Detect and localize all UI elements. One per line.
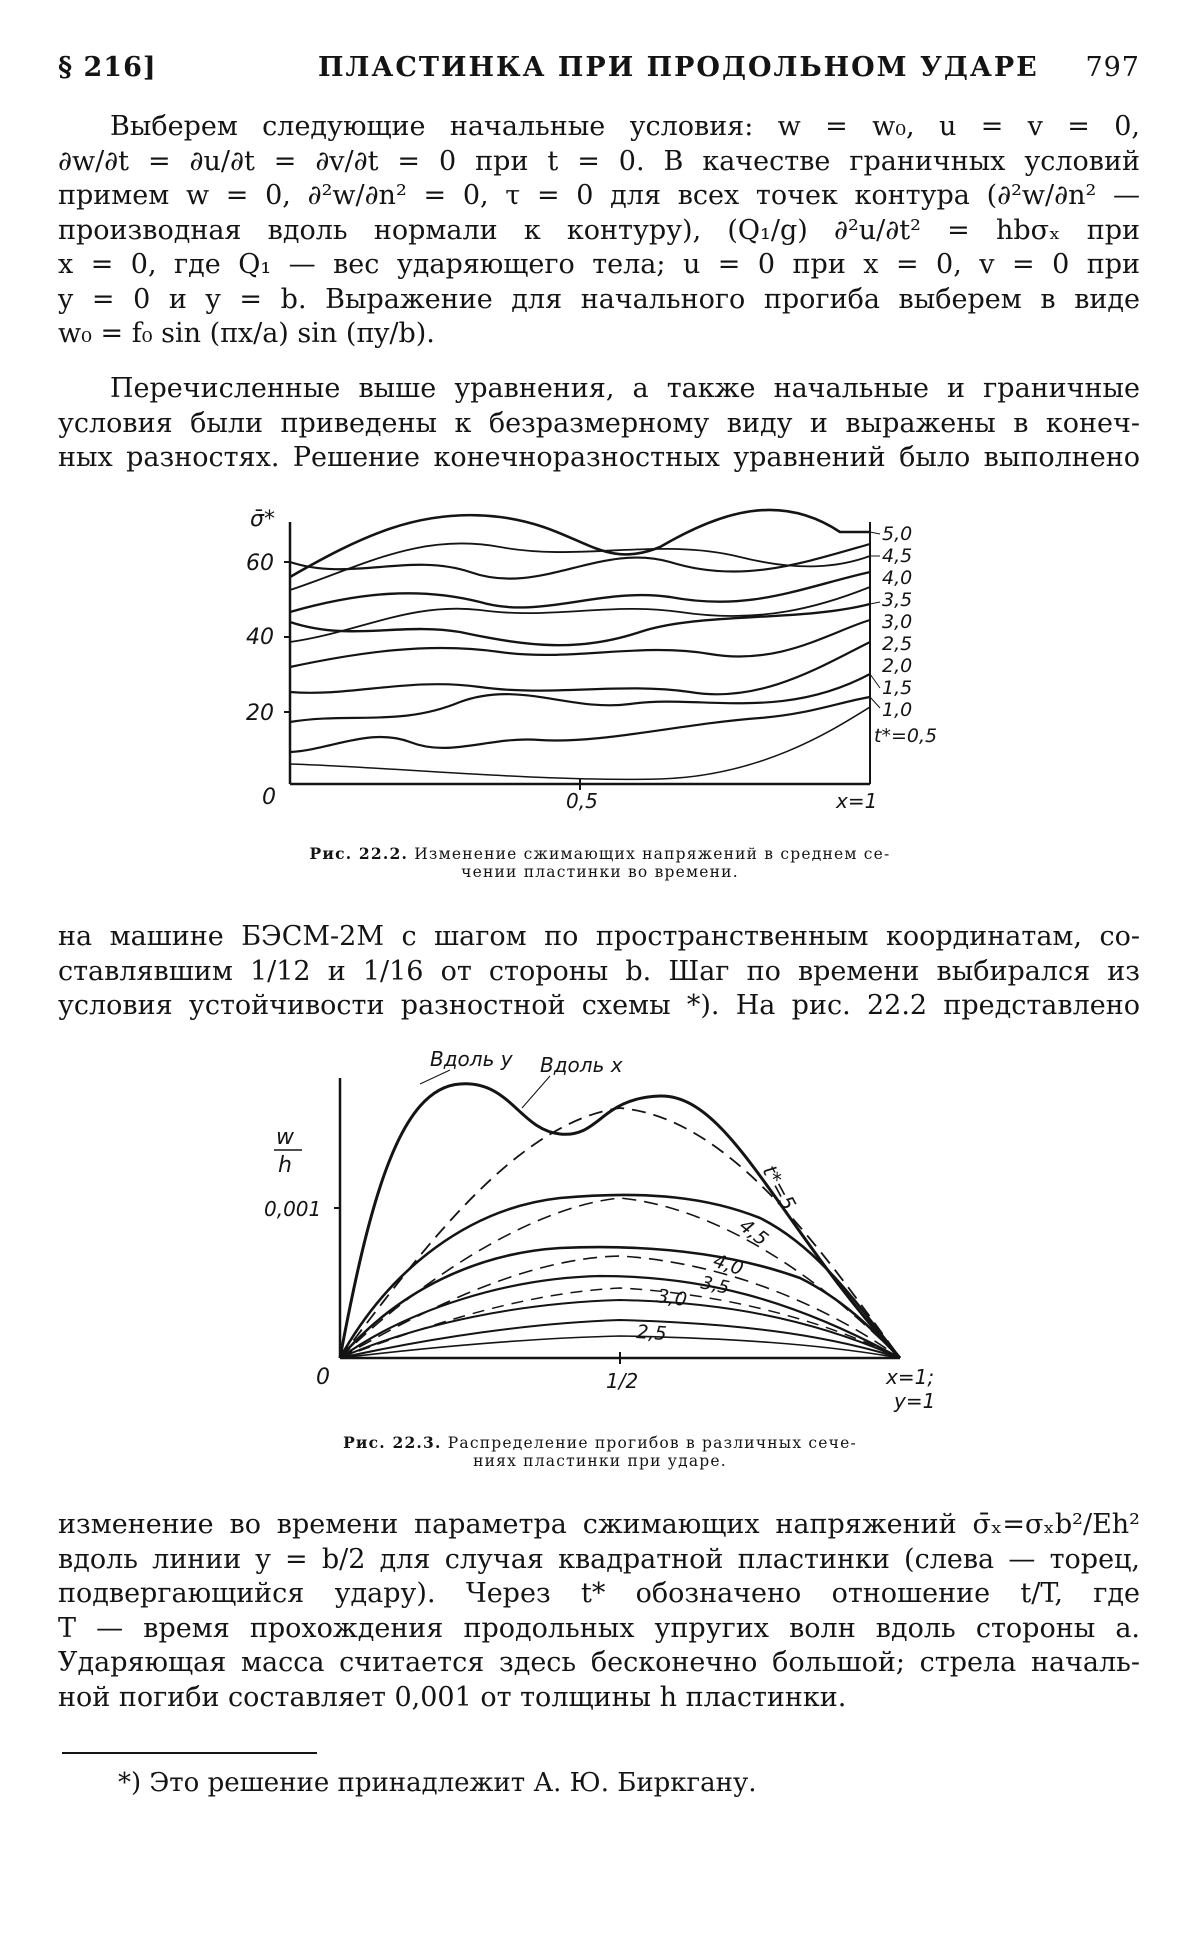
curve-label: 2,5 <box>882 633 913 655</box>
leader-line <box>870 674 880 688</box>
figure-22-3 <box>260 1048 960 1428</box>
caption-text: Изменение сжимающих напряжений в среднем се- <box>414 845 891 863</box>
curve-label: t*=0,5 <box>874 725 938 747</box>
caption-text: чении пластинки во времени. <box>461 863 739 881</box>
page-title: ПЛАСТИНКА ПРИ ПРОДОЛЬНОМ УДАРЕ <box>318 52 1039 83</box>
origin-label: 0 <box>262 785 276 810</box>
paragraph-initial-conditions <box>58 110 1140 352</box>
curve-label: 3,0 <box>655 1285 689 1312</box>
curve-label: 2,0 <box>882 655 913 677</box>
curve-label: 4,5 <box>882 545 913 567</box>
caption-text: ниях пластинки при ударе. <box>473 1452 727 1470</box>
y-axis-label-denominator: h <box>278 1153 292 1178</box>
leader-line <box>870 697 880 708</box>
curve-t4-5-along-x <box>340 1198 900 1358</box>
caption-text: Распределение прогибов в различных сече- <box>447 1434 857 1452</box>
paragraph-equations <box>58 372 1140 476</box>
stress-chart <box>240 492 960 842</box>
x-tick-label: 0,5 <box>566 789 598 813</box>
y-tick-label: 20 <box>246 701 274 726</box>
curve-t3-5 <box>290 572 870 612</box>
curve-t4-5 <box>290 544 870 579</box>
curve-label: 3,5 <box>882 589 913 611</box>
curve-label: 1,0 <box>882 699 913 721</box>
y-tick-label: 40 <box>246 625 274 650</box>
x-tick-label: 1/2 <box>606 1369 639 1393</box>
text-line: вдоль линии y = b/2 для случая квадратной пластинки (слева — торец, <box>58 1543 1140 1575</box>
figure-22-2 <box>240 492 960 842</box>
caption-number: Рис. 22.2. <box>309 844 409 863</box>
paragraph-besm <box>58 920 1140 1024</box>
curve-label: 3,0 <box>882 611 913 633</box>
curve-label: 5,0 <box>882 523 913 545</box>
y-tick-label: 60 <box>246 551 274 576</box>
leader-line <box>870 532 880 534</box>
figure-22-3-caption <box>250 1434 950 1470</box>
text-line: Ударяющая масса считается здесь бесконечно большой; стрела началь- <box>58 1647 1140 1678</box>
footnote-divider <box>62 1752 317 1754</box>
leader-line <box>870 602 880 604</box>
text-line: изменение во времени параметра сжимающих напряжений σ̄ₓ=σₓb²/Eh² <box>58 1509 1140 1540</box>
curve-label: 4,5 <box>734 1214 773 1251</box>
along-y-label: Вдоль y <box>430 1048 513 1071</box>
text-line: условия устойчивости разностной схемы *). На рис. 22.2 представлено <box>58 990 1140 1021</box>
figure-22-2-caption <box>250 845 950 881</box>
curve-label: t*=5 <box>757 1161 801 1215</box>
curve-t3-5-along-x <box>340 1288 900 1358</box>
caption-number: Рис. 22.3. <box>343 1433 442 1452</box>
deflection-chart <box>260 1048 960 1428</box>
y-axis-label-numerator: w <box>276 1125 294 1150</box>
text-line: Выберем следующие начальные условия: w = w₀, u = v = 0, <box>110 111 1140 142</box>
y-axis-label: σ̄* <box>250 507 275 532</box>
text-line: производная вдоль нормали к контуру), (Q₁/g) ∂²u/∂t² = hbσₓ при <box>58 214 1140 246</box>
paragraph-stress-change <box>58 1508 1140 1715</box>
text-line: x = 0, где Q₁ — вес ударяющего тела; u = 0 при x = 0, v = 0 при <box>58 249 1140 280</box>
text-line: Перечисленные выше уравнения, а также начальные и граничные <box>110 373 1140 404</box>
text-line: w₀ = f₀ sin (πx/a) sin (πy/b). <box>58 318 435 349</box>
x-tick-label: x=1 <box>836 789 878 813</box>
curve-t4-0-along-x <box>340 1256 900 1358</box>
origin-label: 0 <box>316 1365 330 1390</box>
leader-line <box>420 1070 450 1084</box>
section-number: § 216] <box>58 52 157 83</box>
text-line: T — время прохождения продольных упругих волн вдоль стороны a. <box>58 1612 1140 1644</box>
curve-label: 1,5 <box>882 677 913 699</box>
text-line: на машине БЭСМ-2М с шагом по пространственным координатам, со- <box>58 921 1140 952</box>
y-tick-label: 0,001 <box>264 1197 322 1221</box>
text-line: y = 0 и y = b. Выражение для начального прогиба выберем в виде <box>58 283 1140 315</box>
x-tick-label: x=1; <box>886 1365 935 1389</box>
along-x-label: Вдоль x <box>540 1053 623 1077</box>
curve-t0-5 <box>290 697 870 752</box>
page-number: 797 <box>1085 52 1140 83</box>
footnote: *) Это решение принадлежит А. Ю. Биркгану. <box>118 1768 757 1798</box>
curve-label: 4,0 <box>710 1249 746 1281</box>
running-head <box>58 52 1140 92</box>
x-tick-label: y=1 <box>894 1389 936 1413</box>
text-line: примем w = 0, ∂²w/∂n² = 0, τ = 0 для всех точек контура (∂²w/∂n² — <box>58 180 1140 211</box>
text-line: условия были приведены к безразмерному виду и выражены в конеч- <box>58 407 1140 439</box>
curve-t1-5 <box>290 642 870 694</box>
leader-line <box>522 1076 550 1108</box>
text-line: ∂w/∂t = ∂u/∂t = ∂v/∂t = 0 при t = 0. В качестве граничных условий <box>58 145 1140 177</box>
text-line: ной погиби составляет 0,001 от толщины h пластинки. <box>58 1681 847 1713</box>
text-line: ных разностях. Решение конечноразностных уравнений было выполнено <box>58 442 1140 473</box>
text-line: ставлявшим 1/12 и 1/16 от стороны b. Шаг по времени выбирался из <box>58 955 1140 987</box>
text-line: подвергающийся удару). Через t* обозначено отношение t/T, где <box>58 1578 1140 1609</box>
curve-label: 4,0 <box>882 567 913 589</box>
curve-label: 2,5 <box>635 1321 668 1346</box>
curve-label: 3,5 <box>698 1272 732 1299</box>
